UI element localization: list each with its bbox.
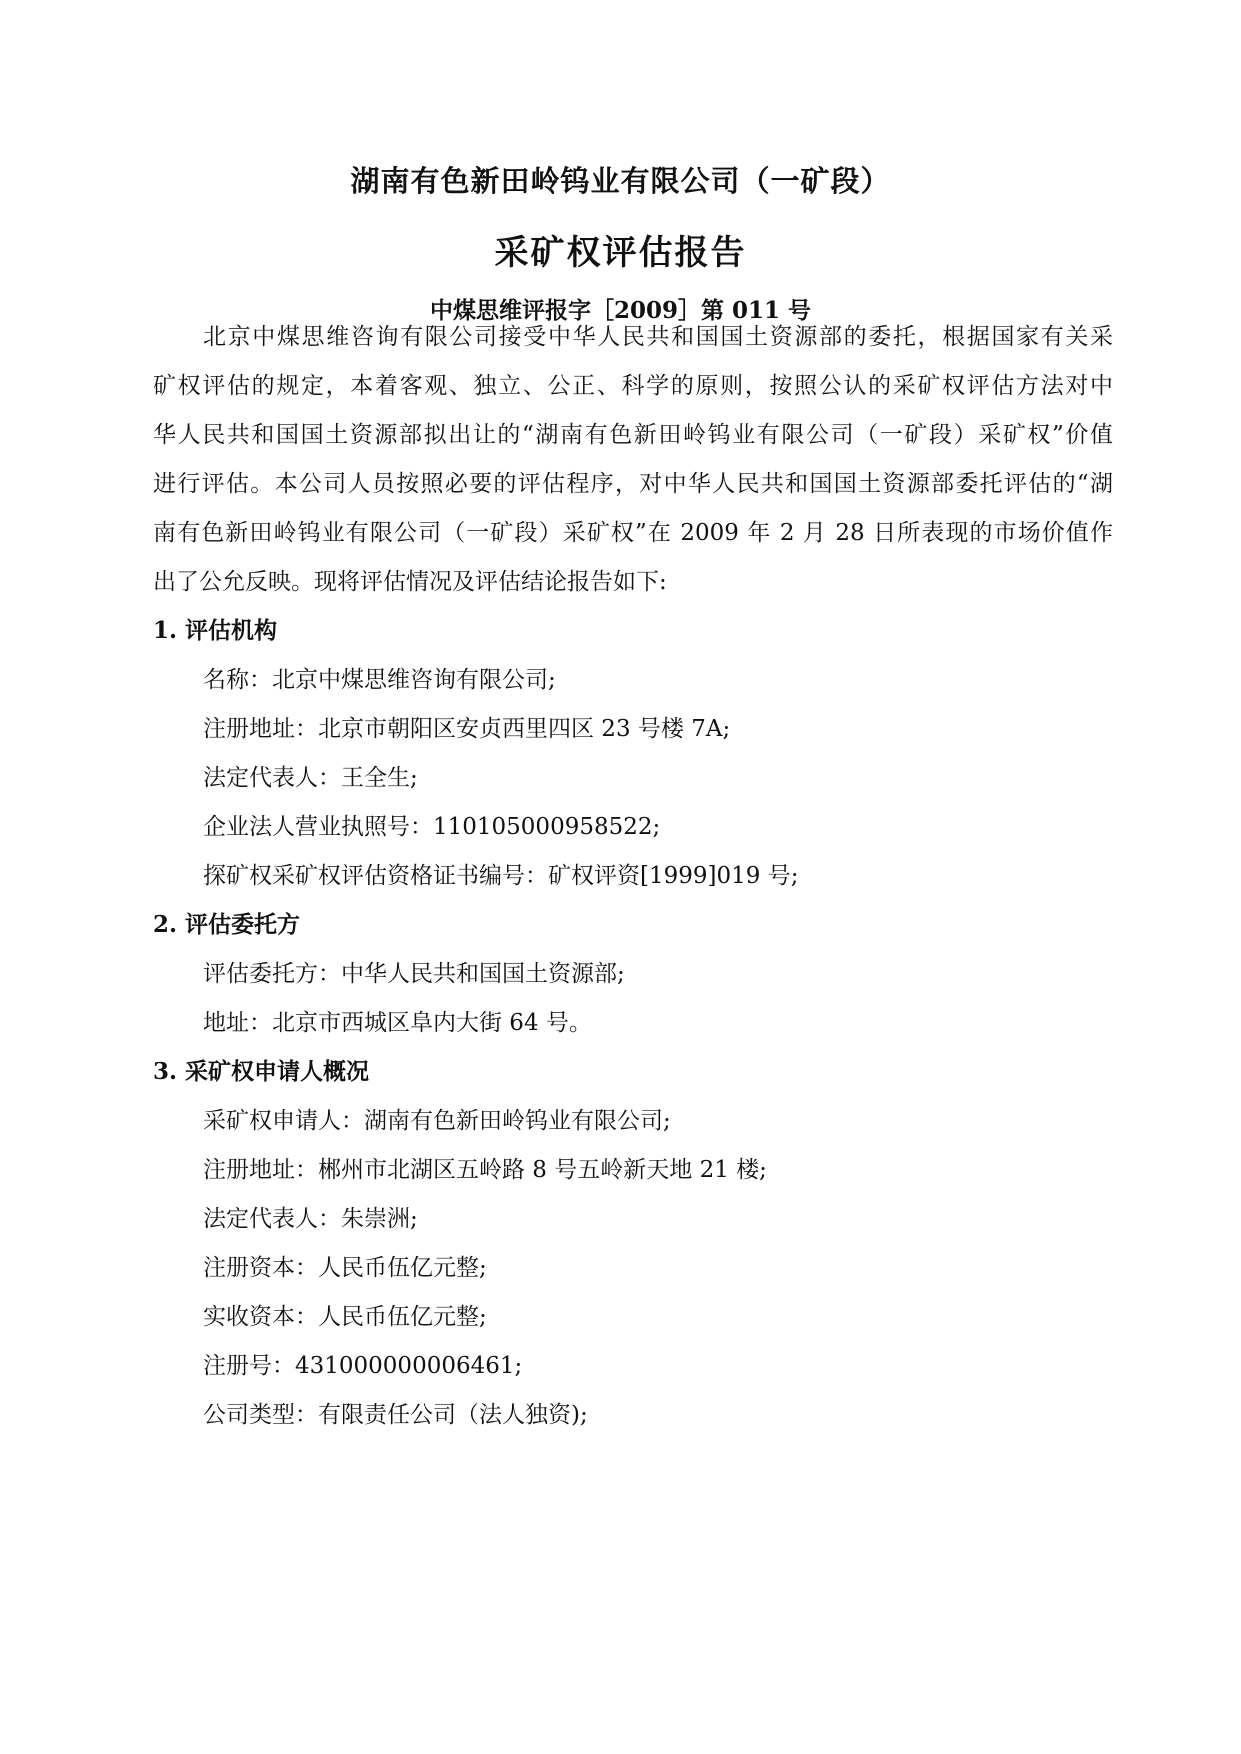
list-item: 采矿权申请人：湖南有色新田岭钨业有限公司; (203, 1108, 671, 1134)
list-item: 注册资本：人民币伍亿元整; (203, 1255, 487, 1281)
report-title-company: 湖南有色新田岭钨业有限公司（一矿段） (350, 164, 891, 198)
list-item: 注册地址：郴州市北湖区五岭路 8 号五岭新天地 21 楼; (203, 1157, 767, 1183)
list-item: 实收资本：人民币伍亿元整; (203, 1304, 487, 1330)
intro-line: 南有色新田岭钨业有限公司（一矿段）采矿权”在 2009 年 2 月 28 日所表现的市场价值作 (153, 520, 1113, 546)
list-item: 探矿权采矿权评估资格证书编号：矿权评资[1999]019 号; (203, 863, 799, 889)
list-item: 评估委托方：中华人民共和国国土资源部; (203, 961, 625, 987)
report-reference-number: 中煤思维评报字［2009］第 011 号 (429, 297, 812, 324)
section-heading-client: 2. 评估委托方 (153, 911, 301, 938)
list-item: 注册地址：北京市朝阳区安贞西里四区 23 号楼 7A; (203, 716, 731, 742)
list-item: 企业法人营业执照号：110105000958522; (203, 814, 661, 840)
list-item: 地址：北京市西城区阜内大街 64 号。 (203, 1010, 592, 1036)
section-heading-applicant: 3. 采矿权申请人概况 (153, 1058, 370, 1085)
list-item: 公司类型：有限责任公司（法人独资); (203, 1402, 588, 1428)
intro-line: 矿权评估的规定，本着客观、独立、公正、科学的原则，按照公认的采矿权评估方法对中 (153, 373, 1113, 399)
section-heading-appraisal-agency: 1. 评估机构 (153, 617, 278, 644)
intro-line: 华人民共和国国土资源部拟出让的“湖南有色新田岭钨业有限公司（一矿段）采矿权”价值 (153, 422, 1113, 448)
list-item: 名称：北京中煤思维咨询有限公司; (203, 667, 556, 693)
list-item: 法定代表人：朱崇洲; (203, 1206, 418, 1232)
intro-line: 北京中煤思维咨询有限公司接受中华人民共和国国土资源部的委托，根据国家有关采 (203, 324, 1113, 350)
list-item: 法定代表人：王全生; (203, 765, 418, 791)
intro-line: 进行评估。本公司人员按照必要的评估程序，对中华人民共和国国土资源部委托评估的“湖 (153, 471, 1113, 497)
list-item: 注册号：431000000006461; (203, 1353, 523, 1379)
intro-line: 出了公允反映。现将评估情况及评估结论报告如下: (153, 569, 667, 595)
report-title: 采矿权评估报告 (494, 233, 747, 273)
